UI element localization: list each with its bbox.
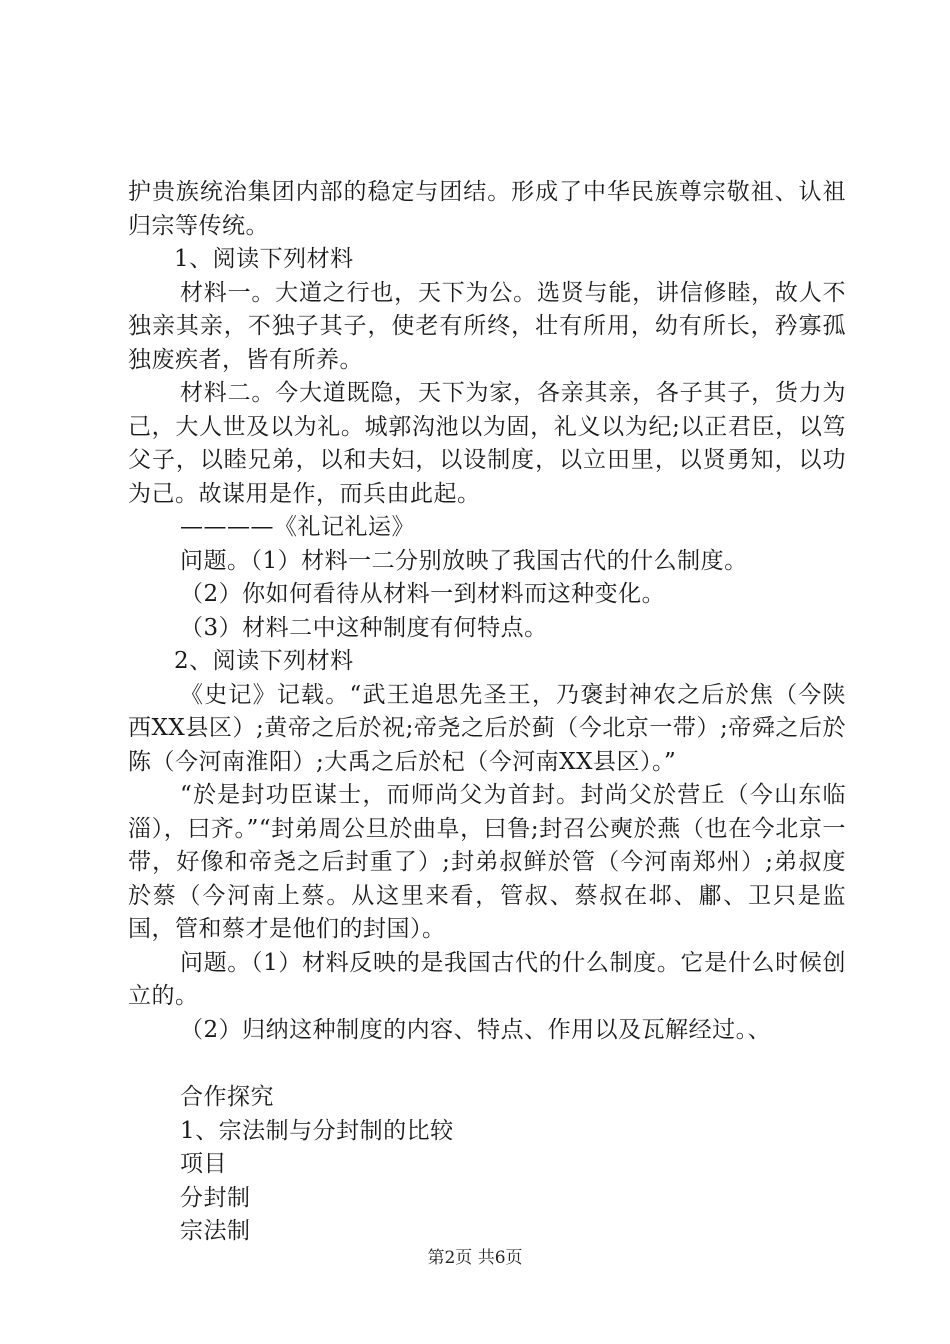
comparison-title: 1、宗法制与分封制的比较: [180, 1117, 454, 1144]
page-number: 第2页 共6页: [427, 1248, 523, 1268]
question-1-1: 问题。（1）材料一二分别放映了我国古代的什么制度。: [180, 547, 748, 574]
document-body: [128, 176, 846, 1249]
heading-material-2: 2、阅读下列材料: [174, 648, 354, 674]
question-1-3: （3）材料二中这种制度有何特点。: [180, 614, 548, 641]
table-cell-item: 项目: [180, 1151, 227, 1177]
spacer: [128, 1047, 846, 1081]
table-cell-zongfa: 宗法制: [180, 1218, 251, 1244]
paragraph-material-one: 材料一。大道之行也，天下为公。选贤与能，讲信修睦，故人不独亲其亲，不独子其子，使老有所终，壮有所用，幼有所长，矜寡孤独废疾者，皆有所养。: [128, 279, 846, 373]
paragraph-fengjian: “於是封功臣谋士，而师尚父为首封。封尚父於营丘（今山东临淄），曰齐。”“封弟周公旦於曲阜，曰鲁;封召公奭於燕（也在今北京一带，好像和帝尧之后封重了）;封弟叔鲜於管（今河南郑州）;弟叔度於蔡（今河南上蔡。从这里来看，管叔、蔡叔在邶、鄘、卫只是监国，管和蔡才是他们的封国）。: [128, 782, 846, 942]
question-1-2: （2）你如何看待从材料一到材料而这种变化。: [180, 581, 666, 607]
table-cell-fenfeng: 分封制: [180, 1184, 251, 1211]
section-heading: 合作探究: [180, 1084, 274, 1110]
question-2-2: （2）归纳这种制度的内容、特点、作用以及瓦解经过。、: [180, 1016, 772, 1043]
source-citation: ————《礼记礼运》: [180, 514, 415, 540]
question-2-1: 问题。（1）材料反映的是我国古代的什么制度。它是什么时候创立的。: [128, 949, 846, 1009]
paragraph-material-two: 材料二。今大道既隐，天下为家，各亲其亲，各子其子，货力为己，大人世及以为礼。城郭沟池以为固，礼义以为纪;以正君臣，以笃父子，以睦兄弟，以和夫妇，以设制度，以立田里，以贤勇知，以功为己。故谋用是作，而兵由此起。: [128, 380, 846, 507]
paragraph-shiji: 《史记》记载。“武王追思先圣王，乃褒封神农之后於焦（今陕西XX县区）;黄帝之后於祝;帝尧之后於蓟（今北京一带）;帝舜之后於陈（今河南淮阳）;大禹之后於杞（今河南XX县区）。”: [128, 681, 846, 775]
paragraph-continuation: 护贵族统治集团内部的稳定与团结。形成了中华民族尊宗敬祖、认祖归宗等传统。: [128, 179, 846, 239]
heading-material-1: 1、阅读下列材料: [174, 246, 354, 272]
